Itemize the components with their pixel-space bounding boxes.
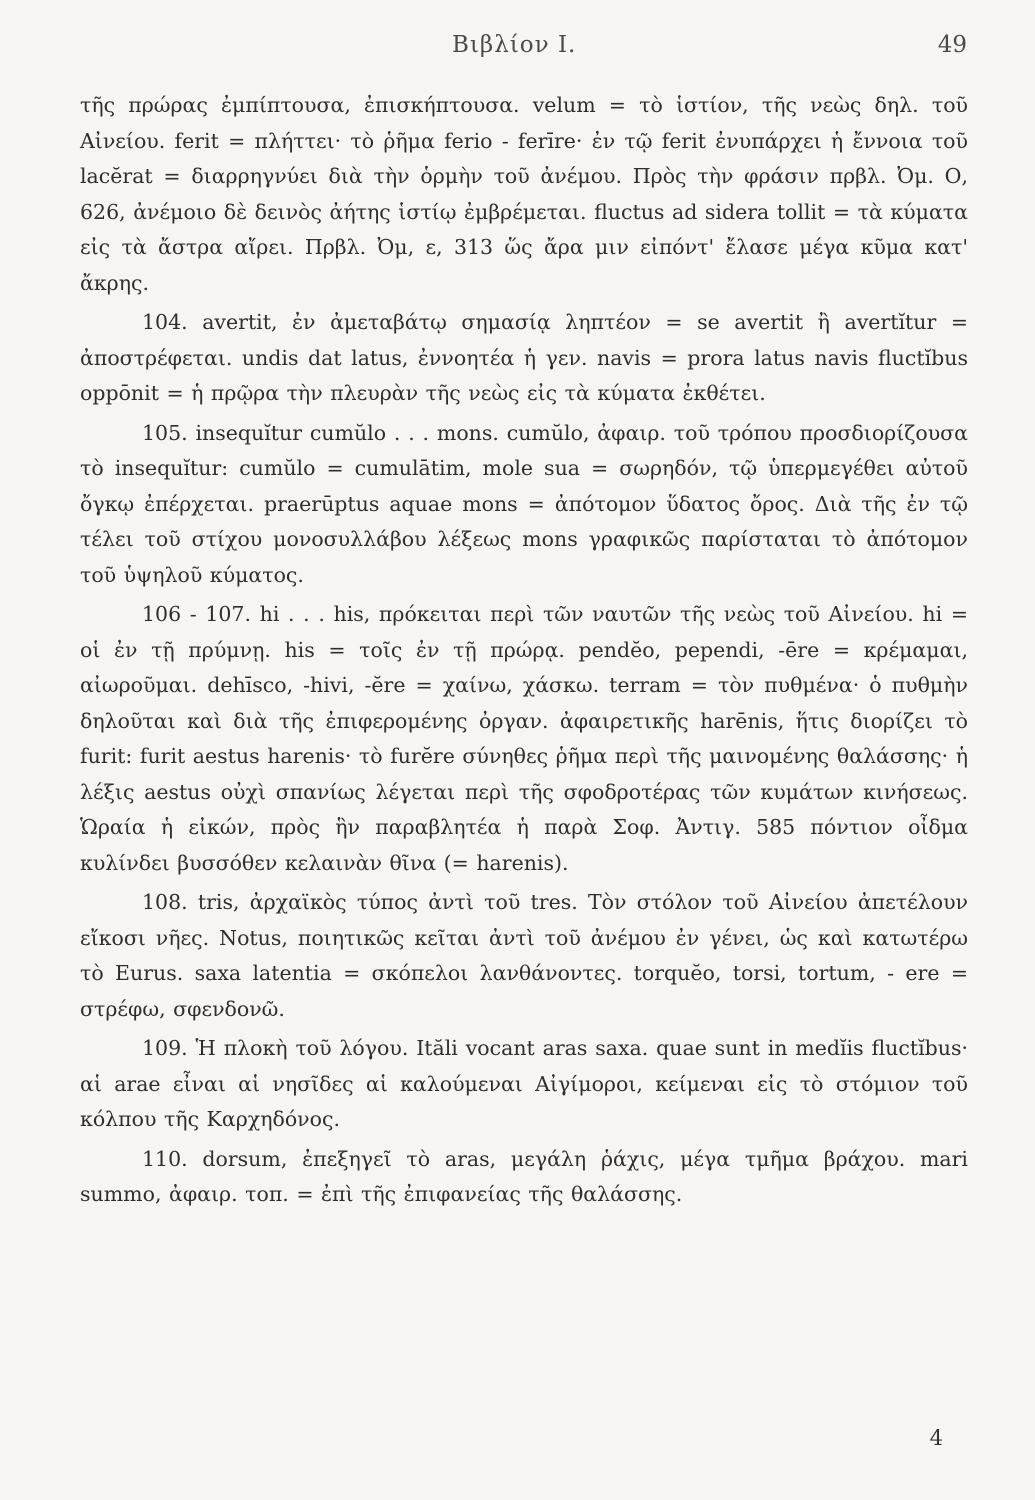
running-title: Βιβλίον Ι. (452, 32, 577, 58)
paragraph-104: 104. avertit, ἐν ἀμεταβάτῳ σημασίᾳ ληπτέον = se avertit ἢ avertĭtur = ἀποστρέφεται. undis dat latus, ἐννοητέα ἡ γεν. navis = prora latus navis fluctĭbus oppōnit = ἡ πρῷρα τὴν πλευρὰν τῆς νεὼς εἰς τὰ κύματα ἐκθέτει. (80, 310, 968, 405)
paragraph-106-107: 106 - 107. hi . . . his, πρόκειται περὶ τῶν ναυτῶν τῆς νεὼς τοῦ Αἰνείου. hi = οἱ ἐν τῇ πρύμνῃ. his = τοῖς ἐν τῇ πρώρᾳ. pendĕo, pependi, -ēre = κρέμαμαι, αἰωροῦμαι. dehīsco, -hivi, -ĕre = χαίνω, χάσκω. terram = τὸν πυθμένα· ὁ πυθμὴν δηλοῦται καὶ διὰ τῆς ἐπιφερομένης ὀργαν. ἀφαιρετικῆς harēnis, ἥτις διορίζει τὸ furit: furit aestus harenis· τὸ furĕre σύνηθες ῥῆμα περὶ τῆς μαινομένης θαλάσσης· ἡ λέξις aestus οὐχὶ σπανίως λέγεται περὶ τῆς σφοδροτέρας τῶν κυμάτων κινήσεως. Ὡραία ἡ εἰκών, πρὸς ἣν παραβλητέα ἡ παρὰ Σοφ. Ἀντιγ. 585 πόντιον οἶδμα κυλίνδει βυσσόθεν κελαινὰν θῖνα (= harenis). (80, 602, 968, 875)
paragraph-continuation: τῆς πρώρας ἐμπίπτουσα, ἐπισκήπτουσα. velum = τὸ ἱστίον, τῆς νεὼς δηλ. τοῦ Αἰνείου. ferit = πλήττει· τὸ ῥῆμα ferio - ferīre· ἐν τῷ ferit ἐνυπάρχει ἡ ἔννοια τοῦ lacĕrat = διαρρηγνύει διὰ τὴν ὁρμὴν τοῦ ἀνέμου. Πρὸς τὴν φράσιν πρβλ. Ὀμ. Ο, 626, ἀνέμοιο δὲ δεινὸς ἀήτης ἱστίῳ ἐμβρέμεται. fluctus ad sidera tollit = τὰ κύματα εἰς τὰ ἄστρα αἴρει. Πρβλ. Ὀμ, ε, 313 ὥς ἄρα μιν εἰπόντ' ἔλασε μέγα κῦμα κατ' ἄκρης. (80, 93, 968, 295)
paragraph-109: 109. Ἡ πλοκὴ τοῦ λόγου. Ităli vocant aras saxa. quae sunt in medĭis fluctĭbus· αἱ arae εἶναι αἱ νησῖδες αἱ καλούμεναι Αἰγίμοροι, κείμεναι εἰς τὸ στόμιον τοῦ κόλπου τῆς Καρχηδόνος. (80, 1036, 968, 1131)
commentary-text (80, 88, 968, 1217)
paragraph-105: 105. insequĭtur cumŭlo . . . mons. cumŭlo, ἀφαιρ. τοῦ τρόπου προσδιορίζουσα τὸ insequĭtur: cumŭlo = cumulātim, mole sua = σωρηδόν, τῷ ὑπερμεγέθει αὐτοῦ ὄγκῳ ἐπέρχεται. praerūptus aquae mons = ἀπότομον ὕδατος ὄρος. Διὰ τῆς ἐν τῷ τέλει τοῦ στίχου μονοσυλλάβου λέξεως mons γραφικῶς παρίσταται τὸ ἀπότομον τοῦ ὑψηλοῦ κύματος. (80, 420, 968, 587)
running-header (0, 32, 1035, 72)
paragraph-110: 110. dorsum, ἐπεξηγεῖ τὸ aras, μεγάλη ῥάχις, μέγα τμῆμα βράχου. mari summo, ἀφαιρ. τοπ. = ἐπὶ τῆς ἐπιφανείας τῆς θαλάσσης. (80, 1146, 968, 1206)
page-number: 49 (937, 32, 967, 58)
paragraph-108: 108. tris, ἀρχαϊκὸς τύπος ἀντὶ τοῦ tres. Τὸν στόλον τοῦ Αἰνείου ἀπετέλουν εἴκοσι νῆες. Notus, ποιητικῶς κεῖται ἀντὶ τοῦ ἀνέμου ἐν γένει, ὡς καὶ κατωτέρω τὸ Eurus. saxa latentia = σκόπελοι λανθάνοντες. torquĕo, torsi, tortum, - ere = στρέφω, σφενδονῶ. (80, 890, 968, 1021)
signature-mark: 4 (929, 1426, 943, 1450)
